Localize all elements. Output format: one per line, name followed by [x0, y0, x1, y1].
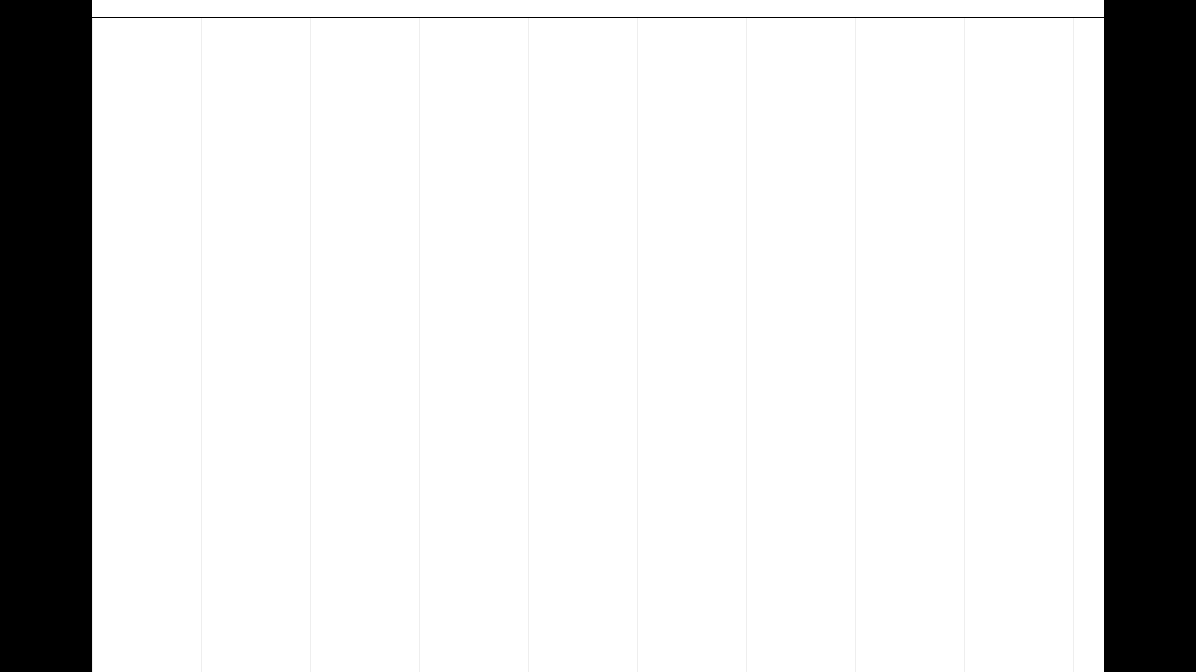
spreadsheet-gridlines [92, 0, 1104, 672]
spreadsheet-sheet [92, 0, 1104, 672]
document-title-row [92, 0, 1104, 18]
